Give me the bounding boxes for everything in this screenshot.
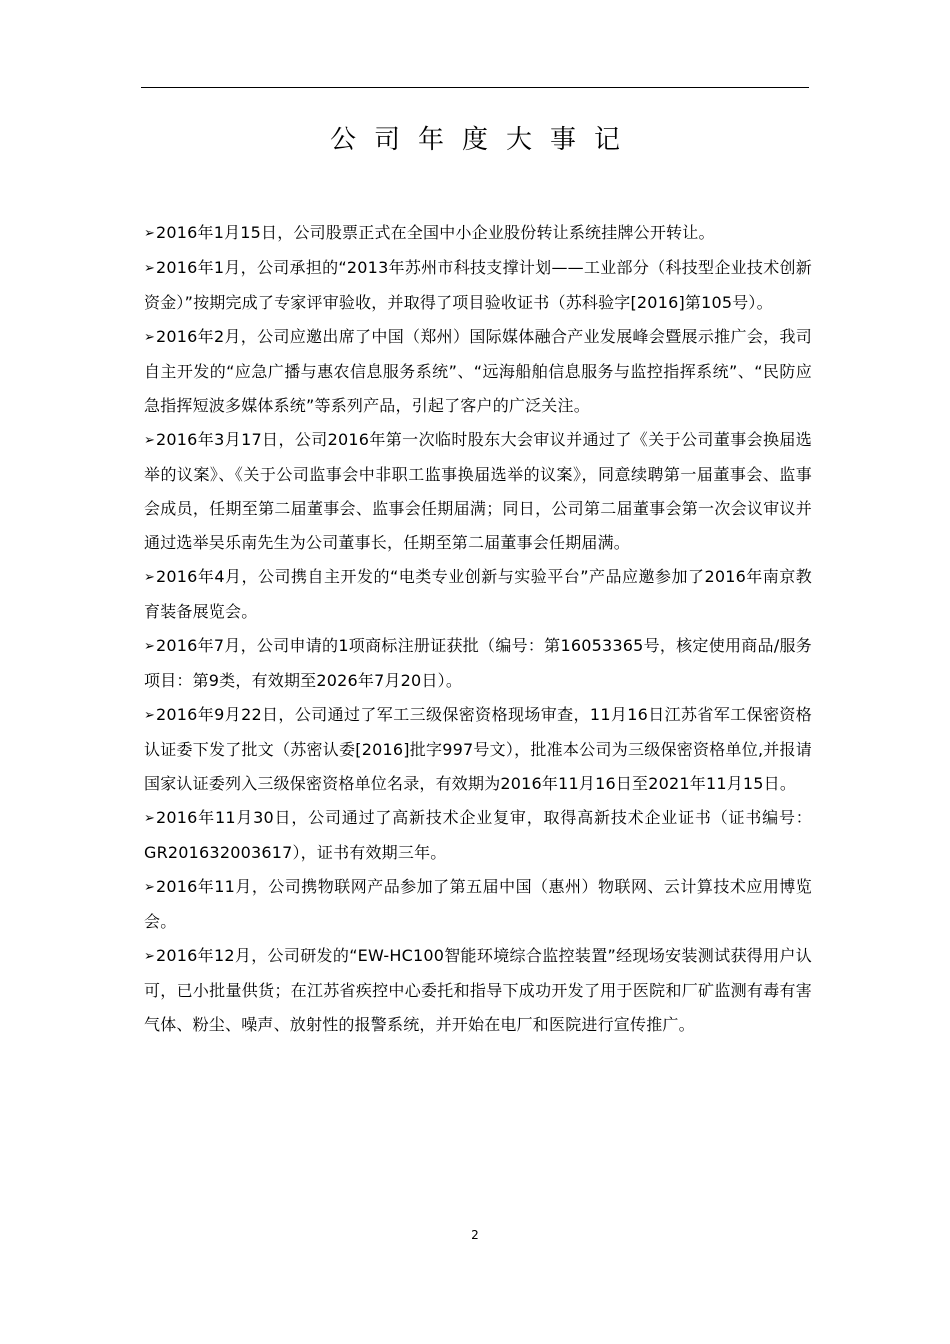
arrow-bullet-icon: ➢ — [144, 433, 156, 448]
event-entry-4 — [144, 423, 812, 560]
event-entry-7 — [144, 698, 812, 801]
arrow-bullet-icon: ➢ — [144, 330, 156, 345]
event-entry-3 — [144, 320, 812, 423]
arrow-bullet-icon: ➢ — [144, 570, 156, 585]
event-entry-8 — [144, 801, 812, 870]
page-title: 公司年度大事记 — [329, 125, 638, 155]
arrow-bullet-icon: ➢ — [144, 261, 156, 276]
event-entry-10 — [144, 939, 812, 1042]
header-rule — [141, 87, 809, 88]
arrow-bullet-icon: ➢ — [144, 949, 156, 964]
event-text: 2016年2月，公司应邀出席了中国（郑州）国际媒体融合产业发展峰会暨展示推广会，我司自主开发的“应急广播与惠农信息服务系统”、“远海船舶信息服务与监控指挥系统”、“民防应急指挥短波多媒体系统”等系列产品，引起了客户的广泛关注。 — [144, 327, 812, 415]
event-text: 2016年7月，公司申请的1项商标注册证获批（编号：第16053365号，核定使用商品/服务项目：第9类，有效期至2026年7月20日）。 — [144, 636, 812, 690]
event-entry-6 — [144, 629, 812, 698]
event-text: 2016年11月，公司携物联网产品参加了第五届中国（惠州）物联网、云计算技术应用博览会。 — [144, 877, 812, 931]
arrow-bullet-icon: ➢ — [144, 811, 156, 826]
event-text: 2016年12月，公司研发的“EW-HC100智能环境综合监控装置”经现场安装测试获得用户认可，已小批量供货；在江苏省疾控中心委托和指导下成功开发了用于医院和厂矿监测有毒有害气体、粉尘、噪声、放射性的报警系统，并开始在电厂和医院进行宣传推广。 — [144, 946, 812, 1034]
event-entry-1 — [144, 216, 812, 251]
event-entry-9 — [144, 870, 812, 939]
event-text: 2016年1月，公司承担的“2013年苏州市科技支撑计划——工业部分（科技型企业技术创新资金）”按期完成了专家评审验收，并取得了项目验收证书（苏科验字[2016]第105号）。 — [144, 258, 812, 312]
page-number: 2 — [471, 1228, 479, 1242]
event-text: 2016年3月17日，公司2016年第一次临时股东大会审议并通过了《关于公司董事会换届选举的议案》、《关于公司监事会中非职工监事换届选举的议案》，同意续聘第一届董事会、监事会成员，任期至第二届董事会、监事会任期届满；同日，公司第二届董事会第一次会议审议并通过选举吴乐南先生为公司董事长，任期至第二届董事会任期届满。 — [144, 430, 812, 552]
event-entry-2 — [144, 251, 812, 320]
arrow-bullet-icon: ➢ — [144, 708, 156, 723]
event-text: 2016年9月22日，公司通过了军工三级保密资格现场审查，11月16日江苏省军工保密资格认证委下发了批文（苏密认委[2016]批字997号文），批准本公司为三级保密资格单位,并报请国家认证委列入三级保密资格单位名录，有效期为2016年11月16日至2021年11月15日。 — [144, 705, 812, 793]
event-entry-5 — [144, 560, 812, 629]
arrow-bullet-icon: ➢ — [144, 639, 156, 654]
arrow-bullet-icon: ➢ — [144, 880, 156, 895]
arrow-bullet-icon: ➢ — [144, 226, 156, 241]
event-list — [144, 216, 812, 1042]
event-text: 2016年1月15日，公司股票正式在全国中小企业股份转让系统挂牌公开转让。 — [156, 223, 715, 242]
event-text: 2016年4月，公司携自主开发的“电类专业创新与实验平台”产品应邀参加了2016年南京教育装备展览会。 — [144, 567, 812, 621]
event-text: 2016年11月30日，公司通过了高新技术企业复审，取得高新技术企业证书（证书编号：GR201632003617），证书有效期三年。 — [144, 808, 812, 862]
